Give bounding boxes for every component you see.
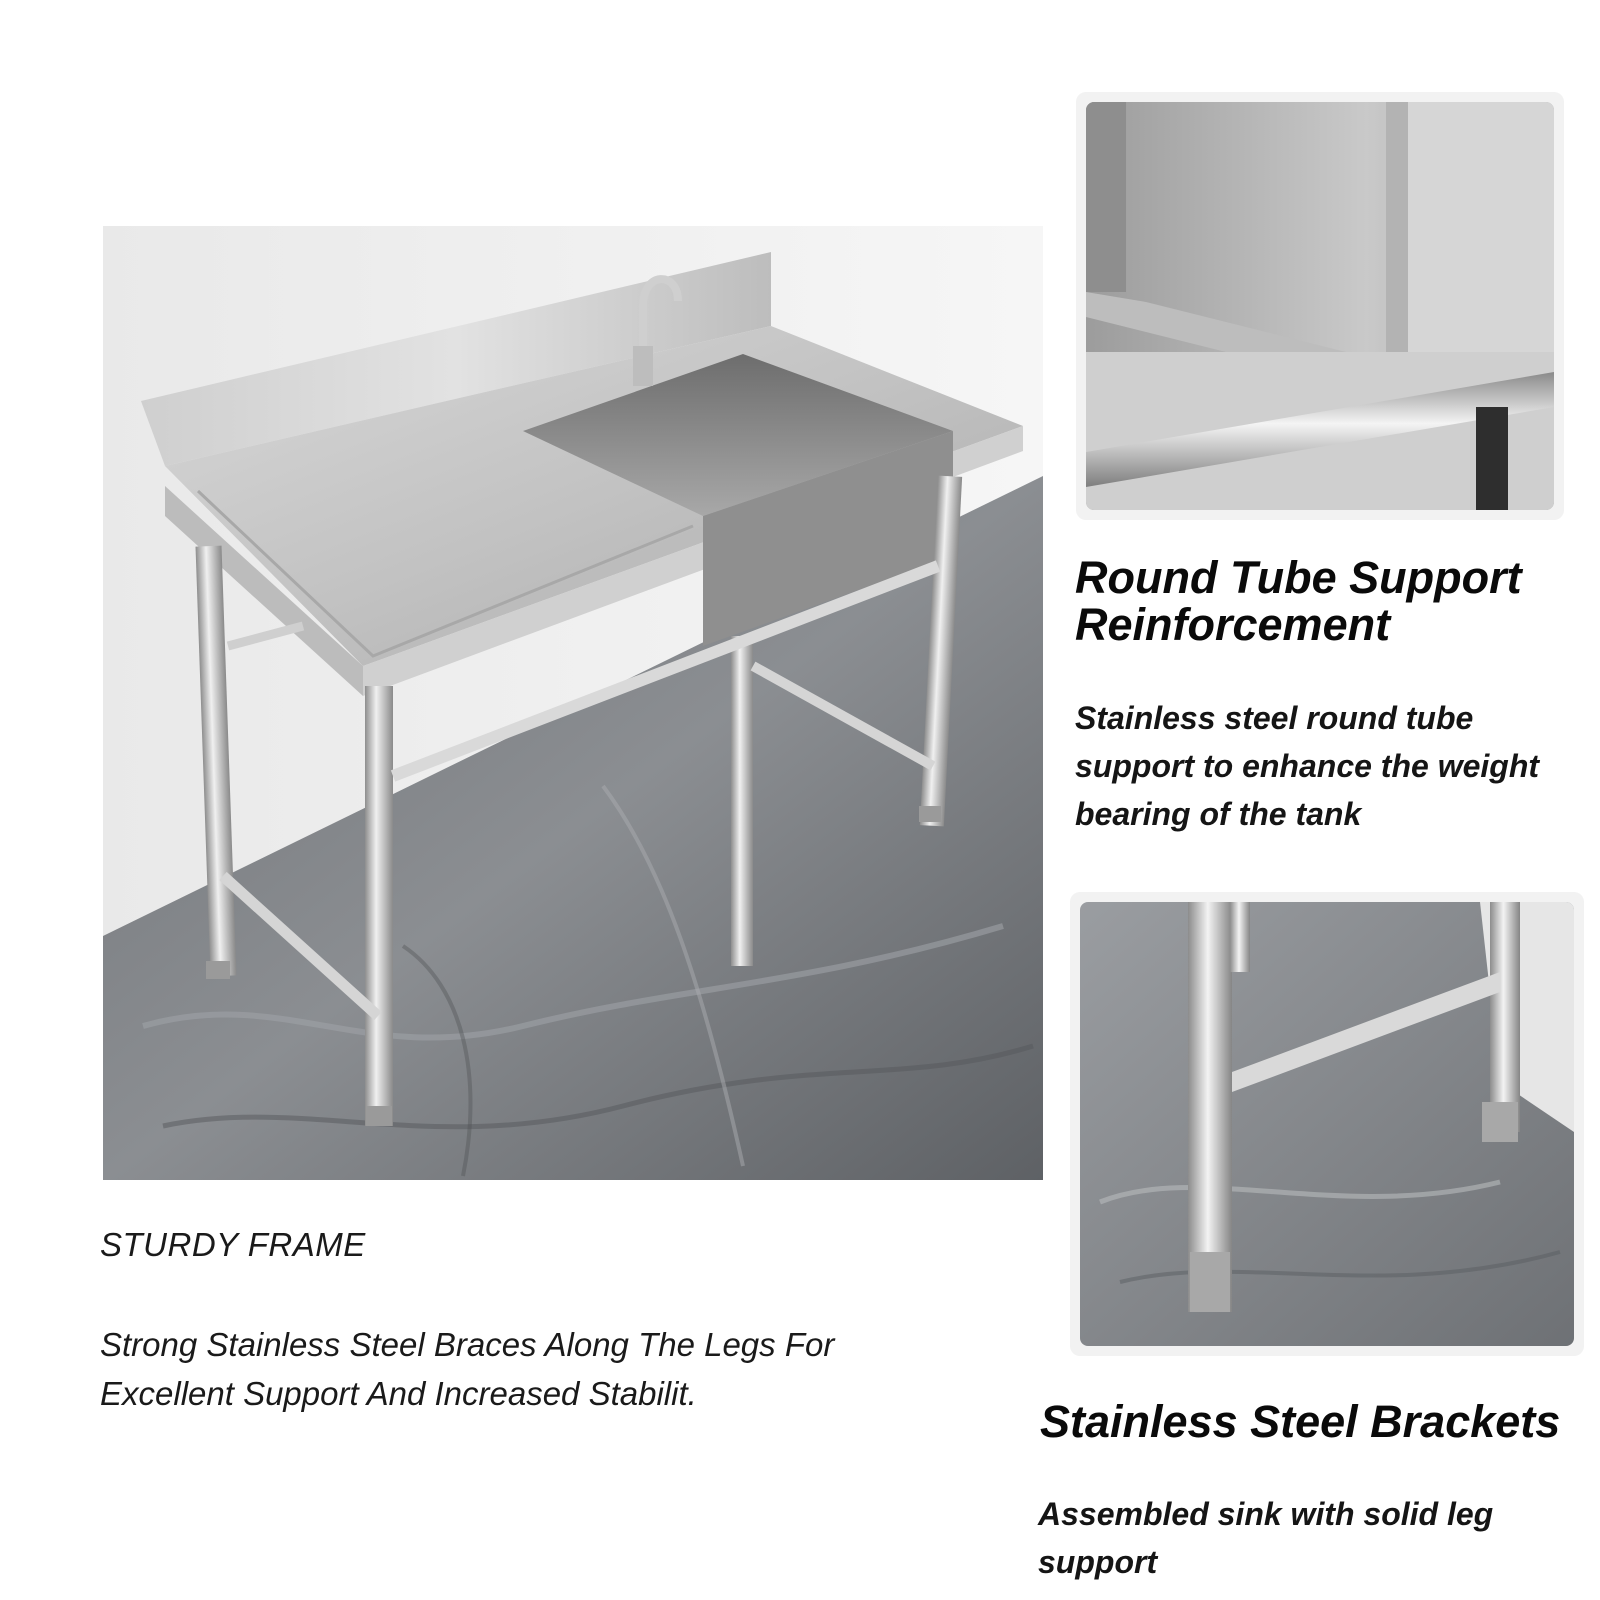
- steel-brackets-illustration: [1080, 902, 1574, 1346]
- sturdy-frame-description: Strong Stainless Steel Braces Along The Legs For Excellent Support And Increased Stabilit.: [100, 1326, 835, 1412]
- steel-brackets-detail-photo: [1070, 892, 1584, 1356]
- sturdy-frame-title: STURDY FRAME: [100, 1226, 366, 1263]
- main-product-photo: [103, 226, 1043, 1180]
- steel-brackets-description: Assembled sink with solid leg support: [1038, 1496, 1494, 1580]
- steel-brackets-title: Stainless Steel Brackets: [1040, 1396, 1561, 1447]
- round-tube-title: Round Tube Support Reinforcement: [1075, 552, 1522, 650]
- round-tube-illustration: [1086, 102, 1554, 510]
- round-tube-description: Stainless steel round tube support to enhance the weight bearing of the tank: [1075, 700, 1540, 832]
- sink-illustration: [103, 226, 1043, 1180]
- round-tube-detail-photo: [1076, 92, 1564, 520]
